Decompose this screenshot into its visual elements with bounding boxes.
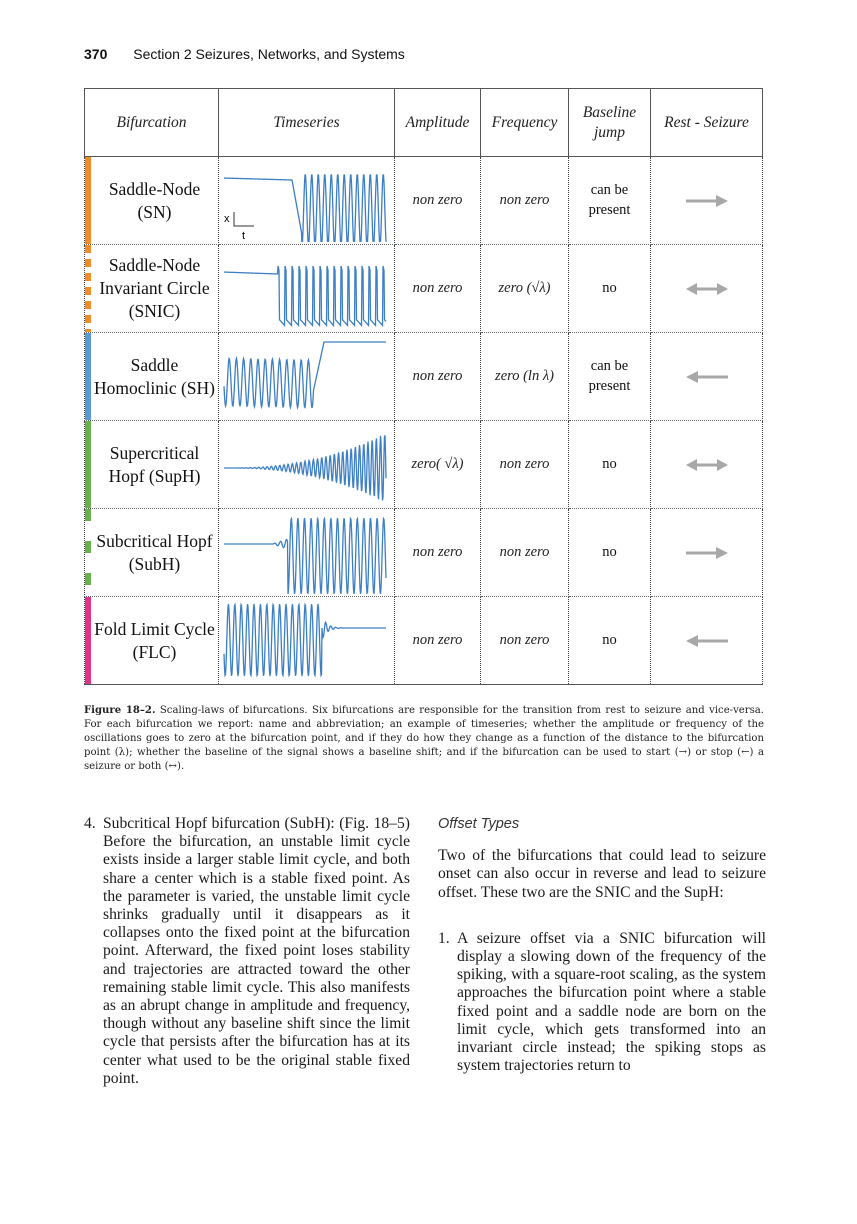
bifurcation-table xyxy=(84,88,763,685)
timeseries-trace xyxy=(224,518,386,594)
paragraph-offset-intro: Two of the bifurcations that could lead to seizure onset can also occur in reverse and lead to seizure offset. These two are the SNIC and the SupH: xyxy=(438,847,766,901)
bifurcation-name-sn xyxy=(85,157,219,245)
baseline-jump-cell: no xyxy=(569,597,651,685)
timeseries-trace xyxy=(224,342,386,408)
timeseries-trace xyxy=(224,175,386,242)
axis-label-x: x xyxy=(223,212,229,225)
rest-seizure-cell xyxy=(651,597,763,685)
table-row xyxy=(85,245,763,333)
bifurcation-name-subh xyxy=(85,509,219,597)
bifurcation-figure xyxy=(84,88,762,690)
axis-label-t: t xyxy=(241,229,245,242)
arrow-right-icon xyxy=(682,192,732,210)
arrow-right-icon xyxy=(682,544,732,562)
arrow-both-icon xyxy=(682,456,732,474)
bifurcation-name-text: Saddle-Node (SN) xyxy=(108,178,201,222)
color-stripe xyxy=(85,157,91,244)
timeseries-plot xyxy=(222,248,392,330)
rest-seizure-cell xyxy=(651,421,763,509)
bifurcation-name-text: Subcritical Hopf (SubH) xyxy=(96,530,213,574)
subheading-offset-types: Offset Types xyxy=(438,816,520,832)
arrow-left-icon xyxy=(682,632,732,650)
bifurcation-name-suph xyxy=(85,421,219,509)
amplitude-cell: non zero xyxy=(395,245,481,333)
caption-text: Scaling-laws of bifurcations. Six bifurcations are responsible for the transition from rest to seizure and vice-versa. For each bifurcation we report: name and abbreviation; an example of timeseries; whether the amplitude or frequency of the oscillations goes to zero at the bifurcation point, and if they do how they change as a function of the distance to the bifurcation point (λ); whether the baseline of the signal shows a baseline shift; and if the bifurcation can be used to start (→) or stop (←) a seizure or both (↔). xyxy=(84,705,764,772)
color-stripe xyxy=(85,509,91,596)
frequency-cell: non zero xyxy=(481,597,569,685)
list-item-snic-offset xyxy=(438,930,766,1076)
baseline-jump-cell: no xyxy=(569,245,651,333)
color-stripe xyxy=(85,421,91,508)
bifurcation-name-text: Saddle-Node Invariant Circle (SNIC) xyxy=(99,255,210,321)
col-header-amplitude: Amplitude xyxy=(395,89,481,157)
bifurcation-name-flc xyxy=(85,597,219,685)
baseline-jump-cell: no xyxy=(569,509,651,597)
list-item-number: 1. xyxy=(438,929,450,947)
frequency-cell: non zero xyxy=(481,421,569,509)
frequency-cell: non zero xyxy=(481,157,569,245)
col-header-timeseries: Timeseries xyxy=(219,89,395,157)
table-row xyxy=(85,333,763,421)
timeseries-trace xyxy=(224,604,386,676)
bifurcation-name-sh xyxy=(85,333,219,421)
amplitude-cell: zero( √λ) xyxy=(395,421,481,509)
col-header-frequency: Frequency xyxy=(481,89,569,157)
left-column xyxy=(84,815,410,1088)
timeseries-suph xyxy=(219,421,395,509)
amplitude-cell: non zero xyxy=(395,157,481,245)
caption-label: Figure 18–2. xyxy=(84,705,156,716)
rest-seizure-cell xyxy=(651,333,763,421)
frequency-cell: zero (ln λ) xyxy=(481,333,569,421)
timeseries-plot xyxy=(222,512,392,594)
arrow-both-icon xyxy=(682,280,732,298)
rest-seizure-cell xyxy=(651,245,763,333)
timeseries-plot xyxy=(222,600,392,682)
baseline-jump-cell: no xyxy=(569,421,651,509)
list-item-text: A seizure offset via a SNIC bifurcation will display a slowing down of the frequency of the spiking, with a square-root scaling, as the system approaches the bifurcation point where a stable fixed point and a saddle node are born on the limit cycle, which gets transformed into an invariant circle instead; the spiking stops as system trajectories return to xyxy=(457,929,766,1075)
col-header-bifurcation: Bifurcation xyxy=(85,89,219,157)
amplitude-cell: non zero xyxy=(395,597,481,685)
page-number: 370 xyxy=(84,46,108,62)
list-item-number: 4. xyxy=(84,815,96,832)
rest-seizure-cell xyxy=(651,157,763,245)
timeseries-sh xyxy=(219,333,395,421)
bifurcation-name-snic xyxy=(85,245,219,333)
timeseries-plot xyxy=(222,336,392,418)
baseline-jump-cell: can be present xyxy=(569,157,651,245)
frequency-cell: non zero xyxy=(481,509,569,597)
baseline-jump-cell: can be present xyxy=(569,333,651,421)
section-title: Section 2 Seizures, Networks, and Systems xyxy=(133,46,405,62)
amplitude-cell: non zero xyxy=(395,509,481,597)
bifurcation-name-text: Supercritical Hopf (SupH) xyxy=(108,442,201,486)
color-stripe xyxy=(85,245,91,332)
timeseries-trace xyxy=(224,266,386,325)
timeseries-flc xyxy=(219,597,395,685)
table-row xyxy=(85,509,763,597)
table-header-row xyxy=(85,89,763,157)
amplitude-cell: non zero xyxy=(395,333,481,421)
timeseries-plot xyxy=(222,160,392,242)
frequency-cell: zero (√λ) xyxy=(481,245,569,333)
right-column xyxy=(438,815,766,1075)
bifurcation-name-text: Saddle Homoclinic (SH) xyxy=(93,354,216,398)
list-item-text: Subcritical Hopf bifurcation (SubH): (Fig. 18–5) Before the bifurcation, an unstable limit cycle exists inside a larger stable limit cycle, and both share a center which is a stable fixed point. As the parameter is varied, the unstable limit cycle shrinks gradually until it disappears as it collapses onto the fixed point at the bifurcation point. Afterward, the fixed point loses stability and trajectories are attracted toward the other remaining stable limit cycle. This also manifests as an abrupt change in amplitude and frequency, though without any baseline shift since the limit cycle that persists after the bifurcation has at its center what used to be the original stable fixed point. xyxy=(103,815,410,1087)
table-row xyxy=(85,157,763,245)
timeseries-subh xyxy=(219,509,395,597)
col-header-baseline-jump: Baseline jump xyxy=(569,89,651,157)
timeseries-plot xyxy=(222,424,392,506)
table-row xyxy=(85,597,763,685)
running-head xyxy=(84,46,405,62)
table-row xyxy=(85,421,763,509)
axis-indicator xyxy=(234,212,254,226)
arrow-left-icon xyxy=(682,368,732,386)
color-stripe xyxy=(85,597,91,684)
col-header-rest-seizure: Rest - Seizure xyxy=(651,89,763,157)
timeseries-snic xyxy=(219,245,395,333)
list-item-subh xyxy=(84,815,410,1088)
rest-seizure-cell xyxy=(651,509,763,597)
bifurcation-name-text: Fold Limit Cycle (FLC) xyxy=(94,618,215,662)
color-stripe xyxy=(85,333,91,420)
figure-caption xyxy=(84,704,764,774)
timeseries-sn xyxy=(219,157,395,245)
timeseries-trace xyxy=(224,435,386,500)
